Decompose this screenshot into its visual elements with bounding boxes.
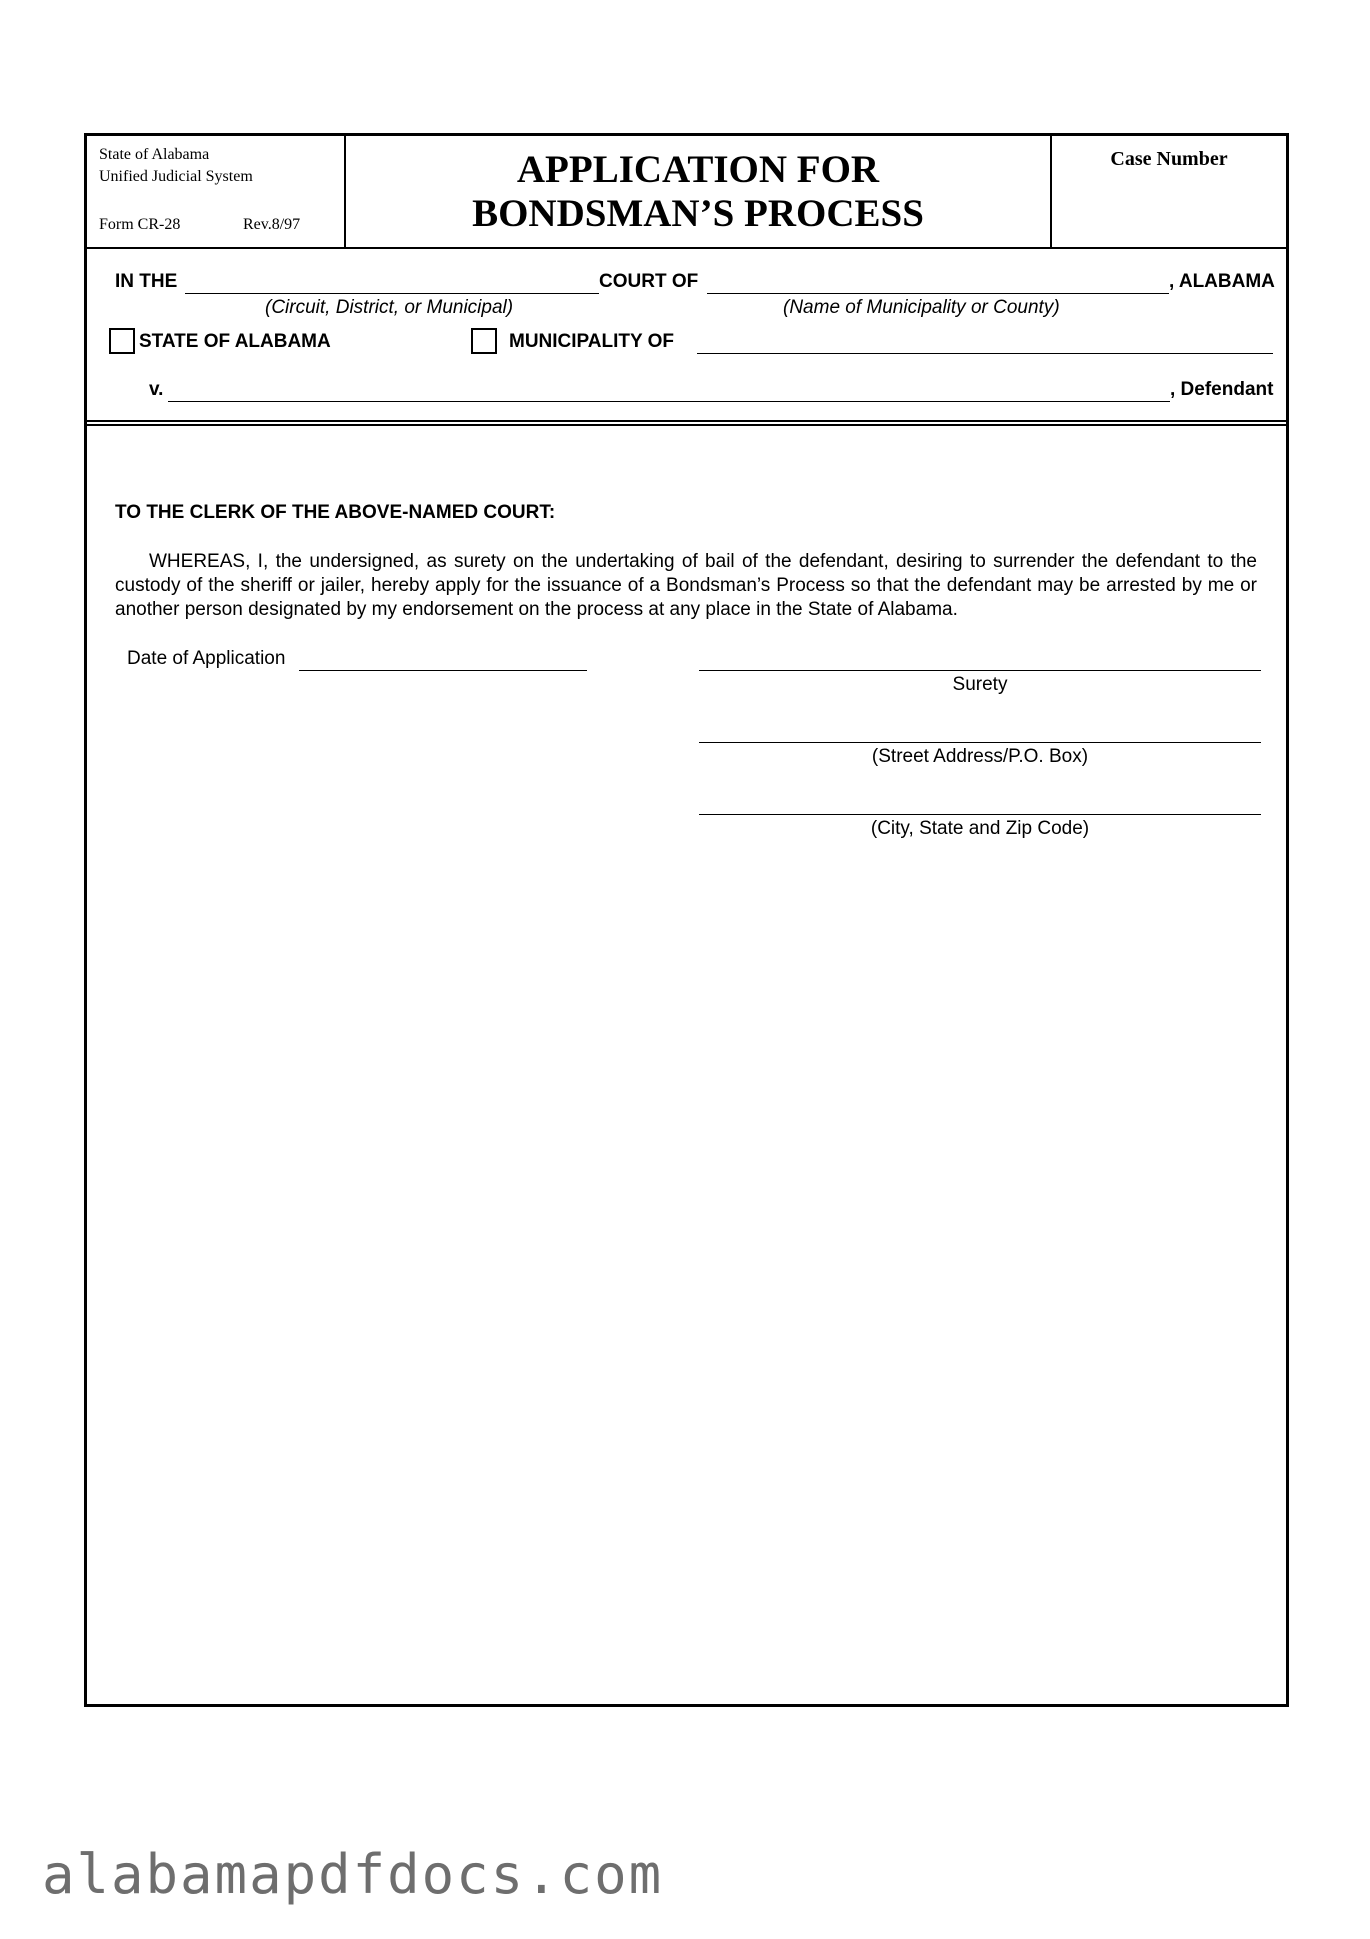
in-the-label: IN THE <box>115 271 178 292</box>
state-of-alabama-label: STATE OF ALABAMA <box>139 331 331 352</box>
title-line-1: APPLICATION FOR <box>516 148 880 191</box>
surety-label: Surety <box>952 674 1008 695</box>
court-type-hint: (Circuit, District, or Municipal) <box>265 297 514 318</box>
municipality-checkbox[interactable] <box>471 328 497 354</box>
case-caption <box>87 247 1286 426</box>
defendant-name-field[interactable] <box>168 383 1170 402</box>
form-frame <box>84 133 1289 1707</box>
municipality-county-field[interactable] <box>707 275 1169 294</box>
case-number-field[interactable] <box>1052 136 1286 247</box>
form-header <box>87 136 1286 249</box>
municipality-of-label: MUNICIPALITY OF <box>509 331 675 352</box>
state-of-alabama-checkbox[interactable] <box>109 328 135 354</box>
form-identity-box <box>87 136 346 247</box>
application-paragraph: WHEREAS, I, the undersigned, as surety on the undertaking of bail of the defendant, desiring to surrender the defendant to the custody of the sheriff or jailer, hereby apply for the issuance of a Bondsman’s Process so that the defendant may be arrested by me or another person designated by my endorsement on the process at any place in the State of Alabama. <box>115 551 1257 620</box>
title-line-2: BONDSMAN’S PROCESS <box>472 192 924 235</box>
salutation: TO THE CLERK OF THE ABOVE-NAMED COURT: <box>115 502 556 523</box>
city-state-zip-label: (City, State and Zip Code) <box>870 818 1090 839</box>
street-address-field[interactable] <box>699 724 1261 743</box>
system-label: Unified Judicial System <box>99 168 253 185</box>
form-revision: Rev.8/97 <box>243 216 301 233</box>
date-of-application-field[interactable] <box>299 652 587 671</box>
alabama-label: , ALABAMA <box>1169 271 1275 292</box>
court-type-field[interactable] <box>185 275 599 294</box>
municipality-hint: (Name of Municipality or County) <box>783 297 1060 318</box>
court-of-label: COURT OF <box>599 271 699 292</box>
city-state-zip-field[interactable] <box>699 796 1261 815</box>
street-address-label: (Street Address/P.O. Box) <box>871 746 1089 767</box>
surety-signature-field[interactable] <box>699 652 1261 671</box>
form-title <box>346 136 1052 247</box>
municipality-name-field[interactable] <box>697 335 1273 354</box>
form-number: Form CR-28 <box>99 216 181 233</box>
versus-label: v. <box>149 379 164 400</box>
site-watermark: alabamapdfdocs.com <box>42 1843 664 1906</box>
state-label: State of Alabama <box>99 146 210 163</box>
defendant-label: , Defendant <box>1170 379 1274 400</box>
date-of-application-label: Date of Application <box>127 648 286 669</box>
case-number-label: Case Number <box>1110 148 1228 170</box>
